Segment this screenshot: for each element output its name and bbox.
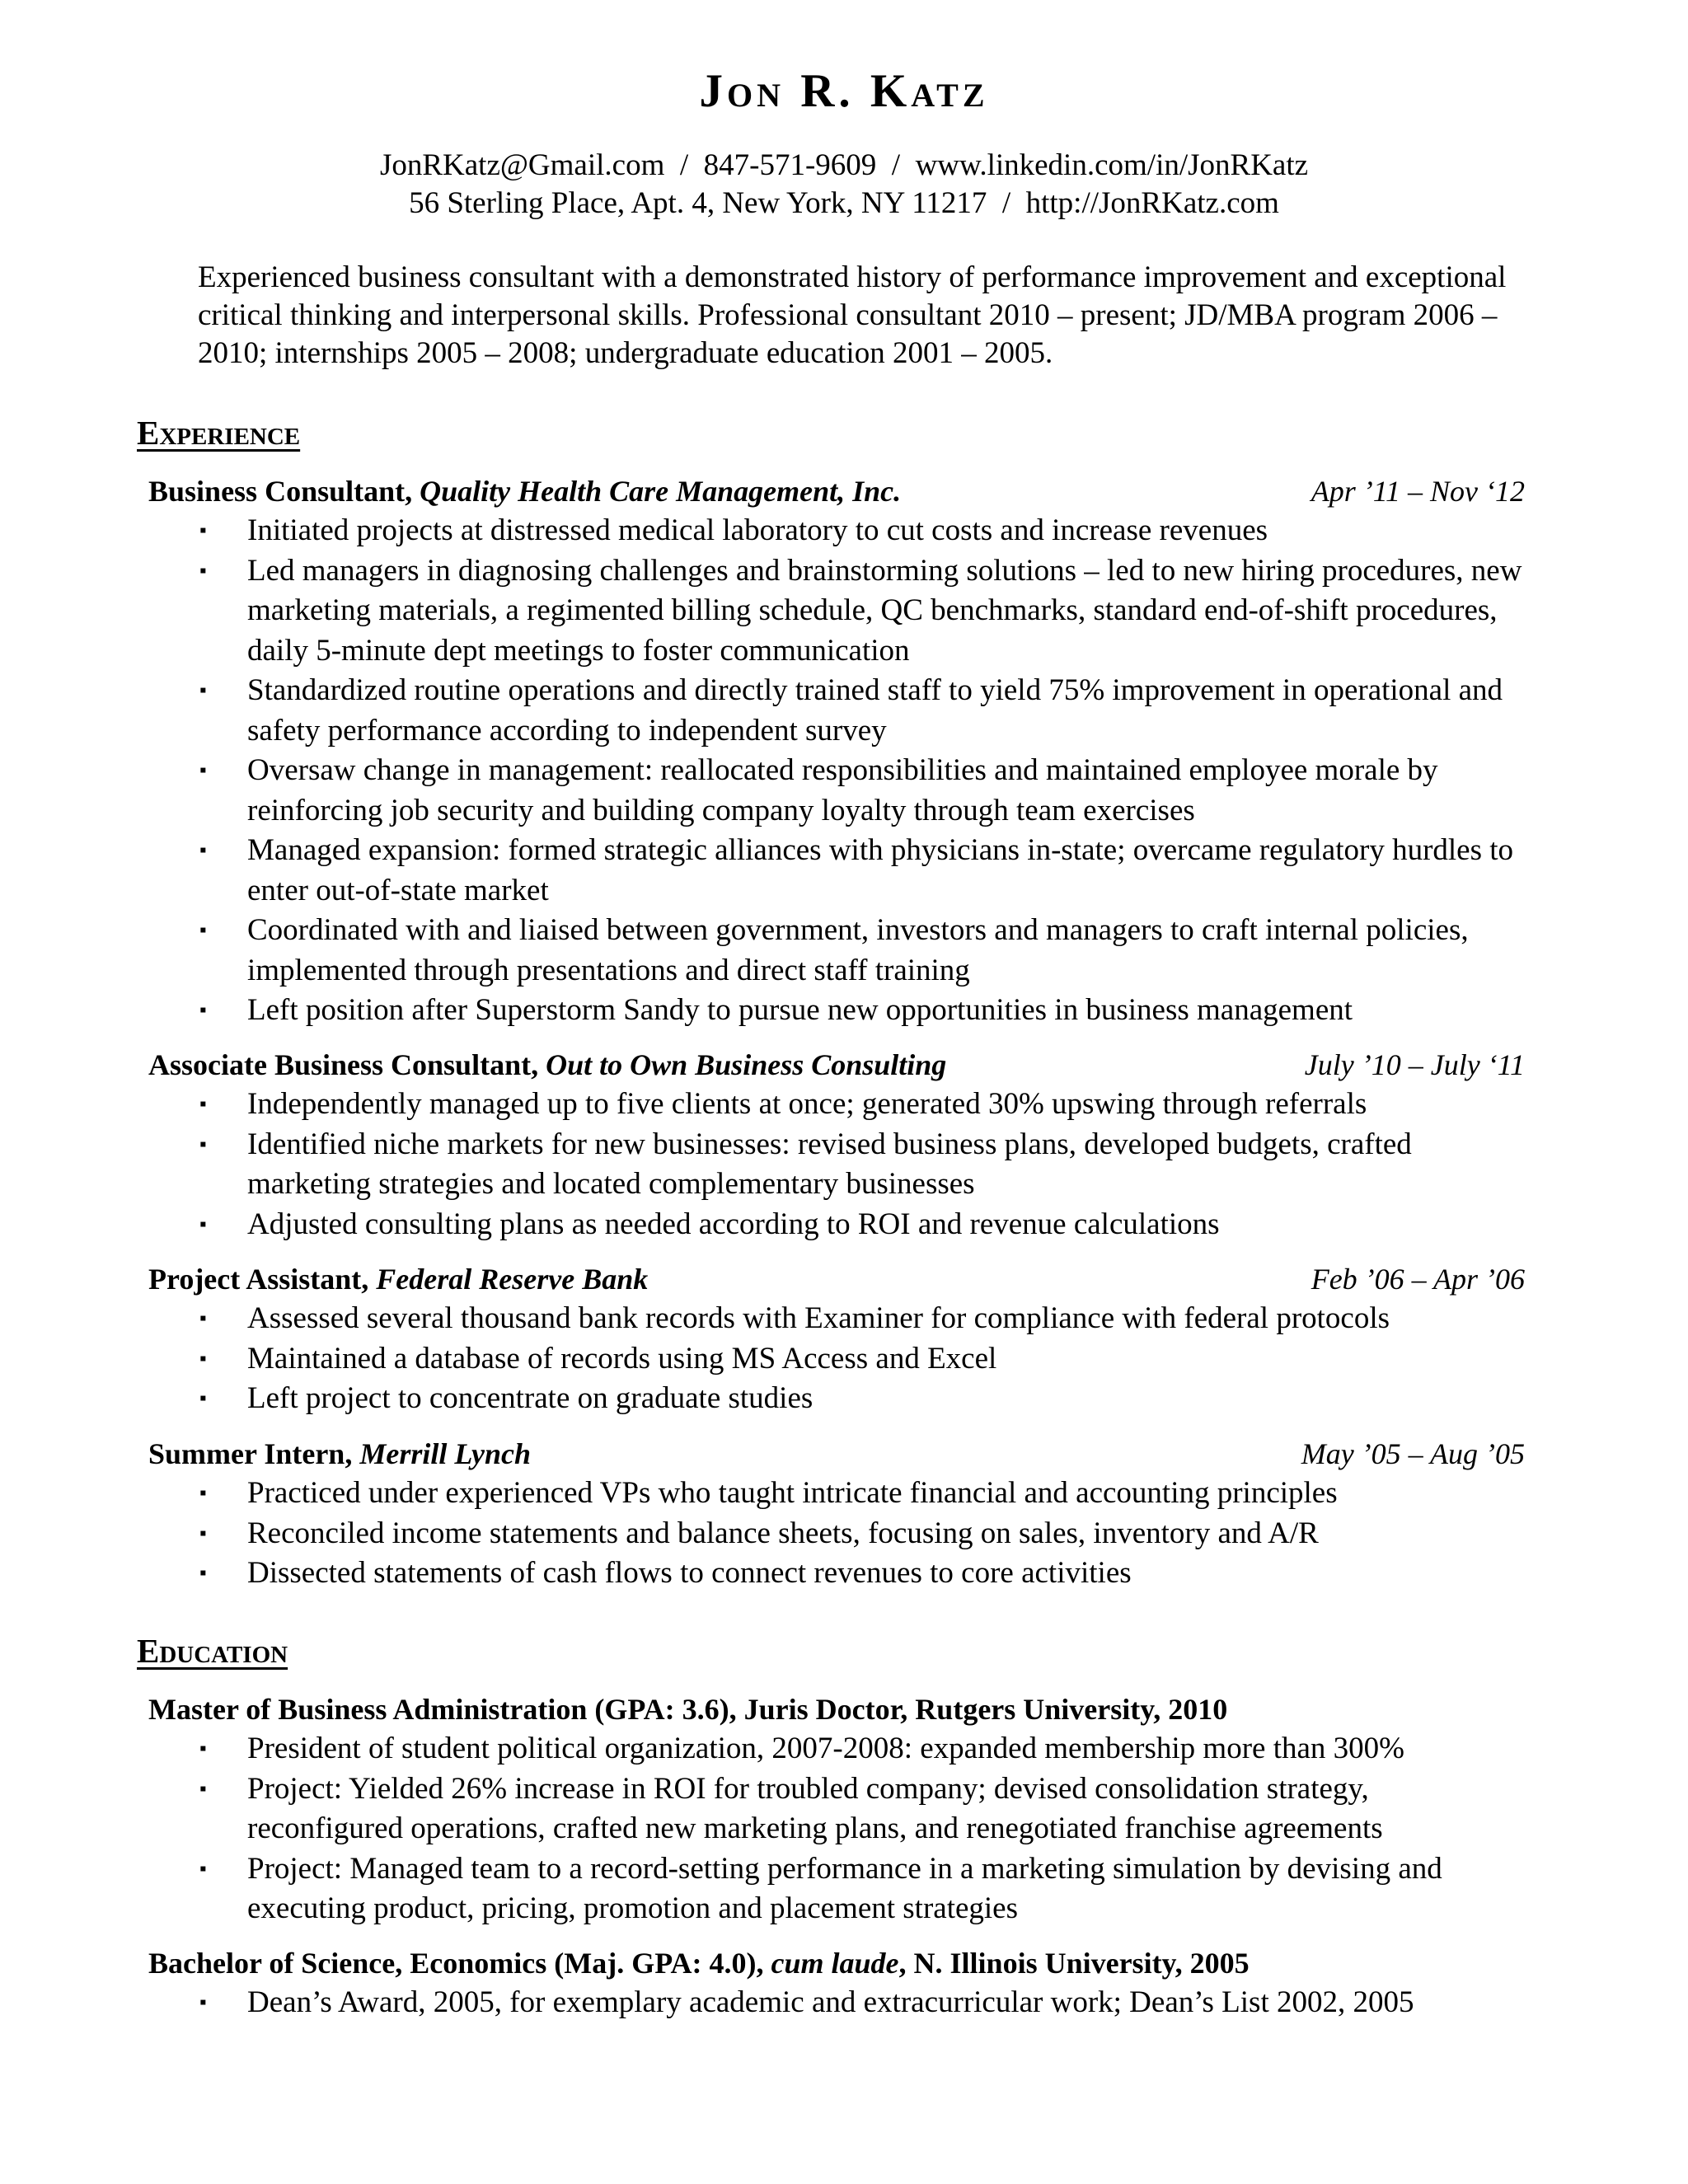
job-dates: May ’05 – Aug ’05: [1301, 1437, 1525, 1470]
job-entry: [148, 471, 1525, 1031]
job-bullets: [148, 1474, 1525, 1594]
degree-title: Master of Business Administration (GPA: 3.6), Juris Doctor, Rutgers University, 2010: [148, 1693, 1228, 1726]
job-entry: [148, 1434, 1525, 1594]
job-organization: Federal Reserve Bank: [376, 1263, 649, 1296]
job-header: [148, 1045, 1525, 1085]
degree-header: [148, 1943, 1525, 1983]
bullet-icon: ▪: [199, 1213, 207, 1235]
job-header: [148, 1434, 1525, 1474]
job-organization: Merrill Lynch: [359, 1437, 531, 1470]
honors-label: cum laude: [771, 1947, 899, 1980]
bullet-icon: ▪: [199, 1347, 207, 1370]
job-dates: Feb ’06 – Apr ’06: [1311, 1263, 1525, 1296]
list-item: ▪ President of student political organization, 2007-2008: expanded membership more than 300%: [148, 1729, 1525, 1769]
bullet-icon: ▪: [199, 1738, 207, 1760]
degree-bullets: [148, 1729, 1525, 1929]
degree-school: , N. Illinois University, 2005: [898, 1947, 1250, 1980]
bullet-icon: ▪: [199, 680, 207, 701]
job-header: [148, 471, 1525, 511]
contact-line-1: JonRKatz@Gmail.com / 847-571-9609 / www.linkedin.com/in/JonRKatz: [379, 148, 1309, 182]
job-dates: Apr ’11 – Nov ‘12: [1311, 475, 1525, 508]
list-item: ▪ Reconciled income statements and balance sheets, focusing on sales, inventory and A/R: [148, 1514, 1525, 1554]
job-title: Summer Intern,: [148, 1437, 360, 1470]
bullet-icon: ▪: [199, 1388, 207, 1409]
job-organization: Quality Health Care Management, Inc.: [420, 475, 902, 508]
job-entry: [148, 1045, 1525, 1244]
bullet-icon: ▪: [199, 1522, 207, 1544]
job-organization: Out to Own Business Consulting: [546, 1048, 947, 1081]
bullet-icon: ▪: [199, 560, 207, 582]
bullet-icon: ▪: [199, 1483, 207, 1504]
experience-heading: Experience: [137, 414, 301, 452]
bullet-icon: ▪: [199, 1563, 207, 1584]
summary-paragraph: Experienced business consultant with a demonstrated history of performance improvement and exceptional critical thinking and interpersonal skills. Professional consultant 2010 – present; JD/MBA program 2006 – 2010; internships 2005 – 2008; undergraduate education 2001 – 2005.: [198, 260, 1507, 370]
list-item: ▪ Maintained a database of records using MS Access and Excel: [148, 1339, 1525, 1380]
degree-entry: [148, 1690, 1525, 1929]
bullet-icon: ▪: [199, 1308, 207, 1329]
job-entry: [148, 1259, 1525, 1419]
bullet-icon: ▪: [199, 1778, 207, 1800]
degree-bullets: [148, 1983, 1525, 2023]
list-item: ▪ Oversaw change in management: reallocated responsibilities and maintained employee morale by reinforcing job security and building company loyalty through team exercises: [148, 751, 1525, 831]
candidate-name: Jon R. Katz: [699, 65, 989, 117]
list-item: ▪ Identified niche markets for new businesses: revised business plans, developed budgets, crafted marketing strategies and located complementary businesses: [148, 1125, 1525, 1205]
list-item: ▪ Led managers in diagnosing challenges and brainstorming solutions – led to new hiring procedures, new marketing materials, a regimented billing schedule, QC benchmarks, standard end-of-shift procedures, daily 5-minute dept meetings to foster communication: [148, 551, 1525, 672]
bullet-icon: ▪: [199, 760, 207, 781]
degree-header: [148, 1690, 1525, 1729]
list-item: ▪ Dean’s Award, 2005, for exemplary academic and extracurricular work; Dean’s List 2002, 2005: [148, 1983, 1525, 2023]
job-title: Project Assistant,: [148, 1263, 377, 1296]
job-header: [148, 1259, 1525, 1299]
list-item: ▪ Left project to concentrate on graduate studies: [148, 1379, 1525, 1419]
job-bullets: [148, 511, 1525, 1031]
list-item: ▪ Adjusted consulting plans as needed according to ROI and revenue calculations: [148, 1205, 1525, 1245]
list-item: ▪ Independently managed up to five clients at once; generated 30% upswing through referrals: [148, 1085, 1525, 1125]
list-item: ▪ Left position after Superstorm Sandy to pursue new opportunities in business management: [148, 991, 1525, 1031]
degree-entry: [148, 1943, 1525, 2023]
bullet-icon: ▪: [199, 1094, 207, 1115]
job-title: Associate Business Consultant,: [148, 1048, 546, 1081]
list-item: ▪ Practiced under experienced VPs who taught intricate financial and accounting principles: [148, 1474, 1525, 1514]
list-item: ▪ Coordinated with and liaised between government, investors and managers to craft internal policies, implemented through presentations and direct staff training: [148, 911, 1525, 991]
degree-title: Bachelor of Science, Economics (Maj. GPA: 4.0),: [148, 1947, 771, 1980]
job-title: Business Consultant,: [148, 475, 420, 508]
contact-line-2: 56 Sterling Place, Apt. 4, New York, NY 11217 / http://JonRKatz.com: [409, 186, 1279, 220]
bullet-icon: ▪: [199, 840, 207, 861]
bullet-icon: ▪: [199, 1858, 207, 1880]
list-item: ▪ Standardized routine operations and directly trained staff to yield 75% improvement in operational and safety performance according to independent survey: [148, 671, 1525, 751]
list-item: ▪ Project: Managed team to a record-setting performance in a marketing simulation by devising and executing product, pricing, promotion and placement strategies: [148, 1849, 1525, 1929]
job-bullets: [148, 1085, 1525, 1244]
education-heading: Education: [137, 1632, 288, 1670]
list-item: ▪ Managed expansion: formed strategic alliances with physicians in-state; overcame regulatory hurdles to enter out-of-state market: [148, 831, 1525, 911]
list-item: ▪ Initiated projects at distressed medical laboratory to cut costs and increase revenues: [148, 511, 1525, 551]
bullet-icon: ▪: [199, 1000, 207, 1021]
bullet-icon: ▪: [199, 1992, 207, 2013]
bullet-icon: ▪: [199, 520, 207, 541]
bullet-icon: ▪: [199, 920, 207, 941]
list-item: ▪ Project: Yielded 26% increase in ROI for troubled company; devised consolidation strategy, reconfigured operations, crafted new marketing plans, and renegotiated franchise agreements: [148, 1769, 1525, 1849]
job-bullets: [148, 1299, 1525, 1419]
job-dates: July ’10 – July ‘11: [1304, 1048, 1525, 1081]
list-item: ▪ Assessed several thousand bank records with Examiner for compliance with federal protocols: [148, 1299, 1525, 1339]
list-item: ▪ Dissected statements of cash flows to connect revenues to core activities: [148, 1554, 1525, 1594]
bullet-icon: ▪: [199, 1133, 207, 1155]
